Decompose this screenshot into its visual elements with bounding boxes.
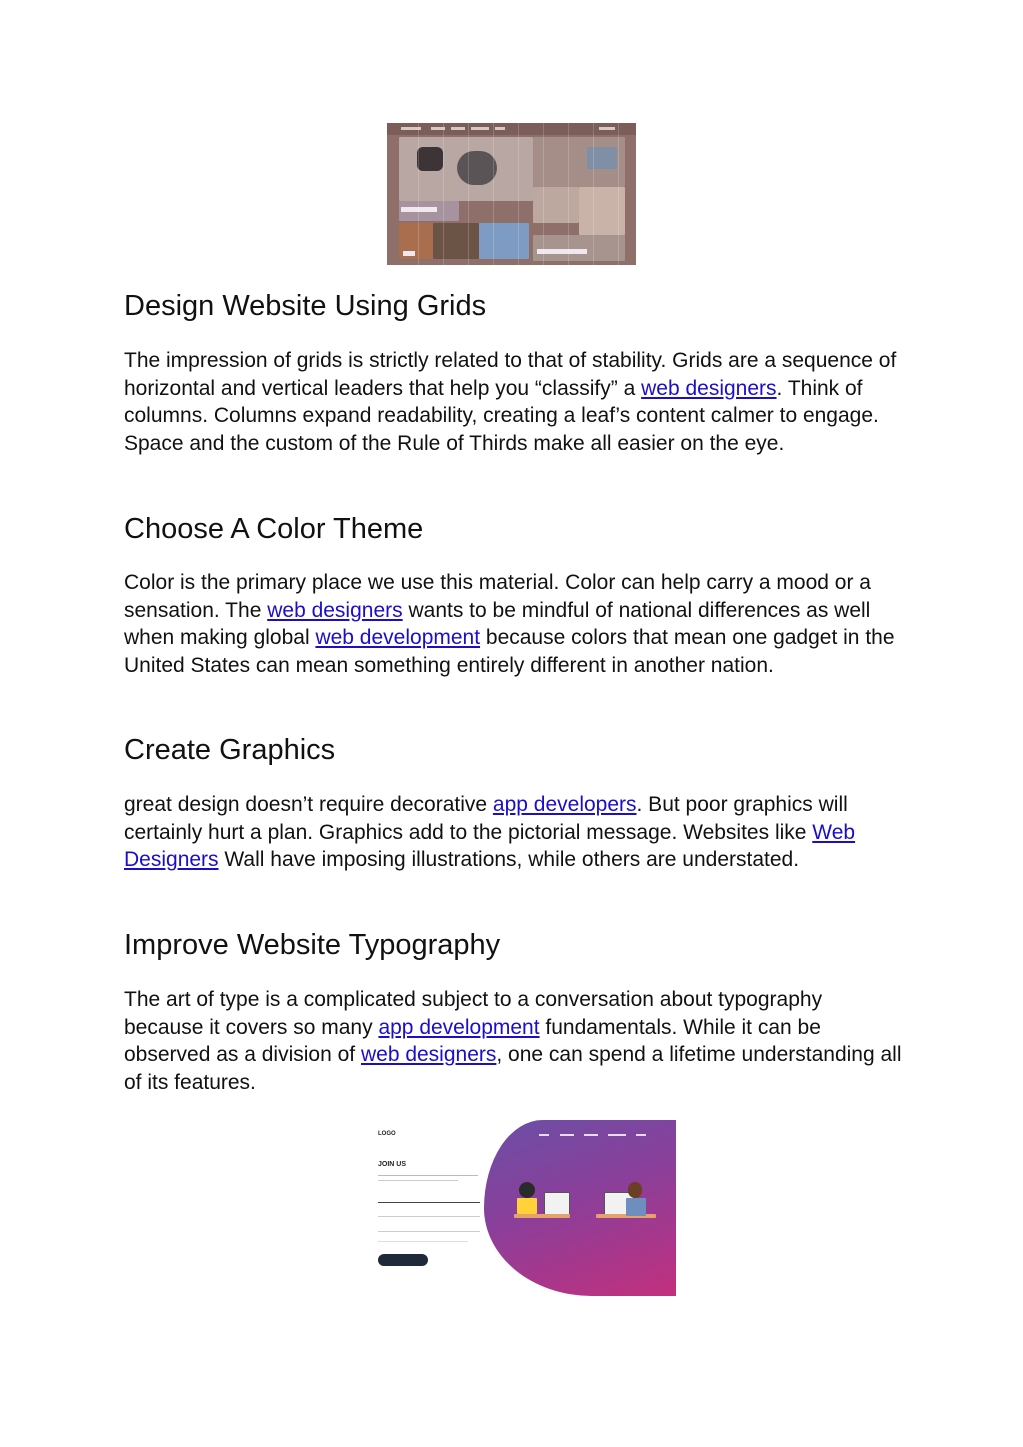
grid-layout-screenshot bbox=[387, 123, 636, 265]
gradient-background bbox=[484, 1120, 676, 1296]
inline-link[interactable]: web designers bbox=[360, 1043, 497, 1066]
section-heading: Create Graphics bbox=[124, 734, 336, 766]
figure-logo: LOGO bbox=[378, 1131, 396, 1137]
paragraph-text: wants to be mindful of national differences as well when making global bbox=[124, 598, 871, 649]
inline-link[interactable]: web designers bbox=[641, 376, 777, 400]
paragraph-text: The art of type is a complicated subject to a conversation about typography because it covers so many bbox=[124, 988, 823, 1039]
inline-link[interactable]: app development bbox=[378, 1015, 540, 1039]
paragraph-text: because colors that mean one gadget in the United States can mean something entirely different in another nation. bbox=[124, 626, 895, 677]
paragraph-text: fundamentals. While it can be observed as a division of bbox=[124, 1015, 821, 1066]
inline-link[interactable]: web designers bbox=[267, 598, 403, 622]
paragraph-text: Wall have imposing illustrations, while others are understated. bbox=[218, 848, 800, 871]
section-heading: Choose A Color Theme bbox=[124, 513, 424, 545]
section-paragraph bbox=[124, 347, 906, 457]
section-paragraph bbox=[124, 791, 906, 874]
section-heading: Improve Website Typography bbox=[124, 929, 501, 961]
inline-link[interactable]: Web Designers bbox=[124, 820, 856, 871]
paragraph-text: . Think of columns. Columns expand readability, creating a leaf’s content calmer to engage. Space and the custom of the Rule of Thirds make all easier on the eye. bbox=[124, 376, 879, 455]
section-heading: Design Website Using Grids bbox=[124, 290, 487, 322]
join-us-page-screenshot bbox=[364, 1120, 676, 1296]
paragraph-text: , one can spend a lifetime understanding all of its features. bbox=[124, 1043, 902, 1094]
section-paragraph bbox=[124, 986, 906, 1096]
section-paragraph bbox=[124, 569, 906, 679]
inline-link[interactable]: web development bbox=[315, 626, 481, 649]
paragraph-text: Color is the primary place we use this material. Color can help carry a mood or a sensation. The bbox=[124, 571, 871, 622]
figure-join-button bbox=[378, 1254, 428, 1266]
paragraph-text: . But poor graphics will certainly hurt a plan. Graphics add to the pictorial message. Websites like bbox=[124, 793, 848, 844]
paragraph-text: The impression of grids is strictly related to that of stability. Grids are a sequence of horizontal and vertical leaders that help you “classify” a bbox=[124, 349, 897, 400]
figure-title: JOIN US bbox=[378, 1161, 407, 1168]
paragraph-text: great design doesn’t require decorative bbox=[124, 793, 493, 816]
figure-nav-bar bbox=[387, 123, 636, 135]
inline-link[interactable]: app developers bbox=[492, 793, 637, 816]
